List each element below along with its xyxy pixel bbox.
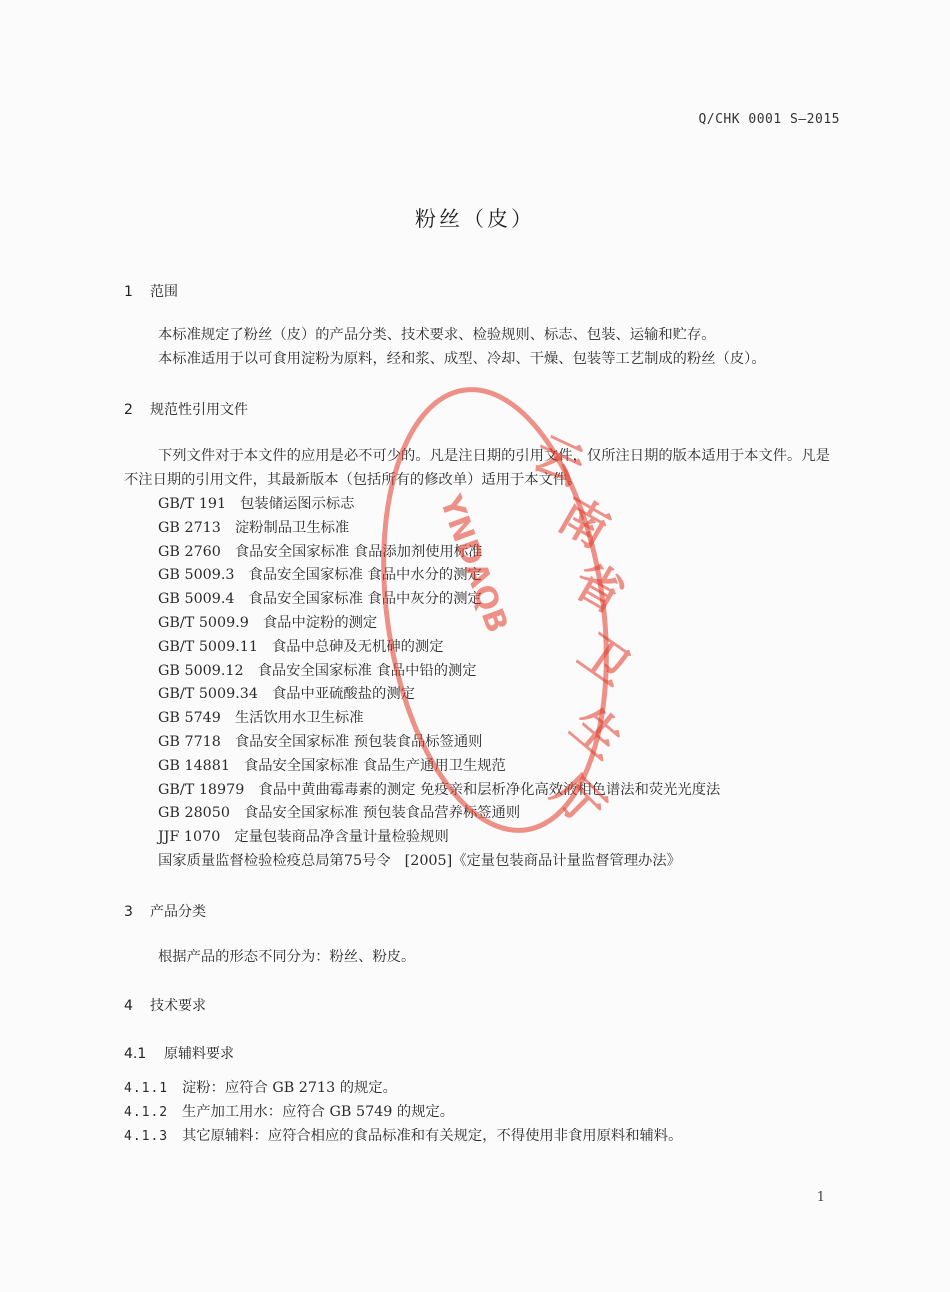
reference-code: GB 5009.3 xyxy=(158,567,235,584)
reference-list xyxy=(158,493,720,874)
clause-number: 4.1.1 xyxy=(124,1081,169,1096)
section-number: 1 xyxy=(124,284,133,300)
reference-code: GB 28050 xyxy=(158,805,230,822)
reference-title: 食品安全国家标准 预包装食品标签通则 xyxy=(234,733,483,750)
reference-code: GB 5009.4 xyxy=(158,591,235,608)
reference-title: 食品中淀粉的测定 xyxy=(262,614,378,631)
classification-paragraph: 根据产品的形态不同分为：粉丝、粉皮。 xyxy=(158,949,416,965)
section-number: 3 xyxy=(124,904,133,920)
svg-text:云: 云 xyxy=(524,425,593,497)
section-1-heading xyxy=(124,281,178,301)
reference-code: 国家质量监督检验检疫总局第75号令 xyxy=(158,852,391,869)
reference-code: GB 5009.12 xyxy=(158,662,244,679)
svg-text:南: 南 xyxy=(549,486,619,560)
section-2-heading xyxy=(124,399,248,419)
section-number: 2 xyxy=(124,402,133,418)
reference-item xyxy=(158,493,720,517)
reference-title: 食品安全国家标准 预包装食品营养标签通则 xyxy=(243,805,521,822)
reference-code: GB/T 18979 xyxy=(158,781,245,798)
reference-item xyxy=(158,612,720,636)
reference-title: 淀粉制品卫生标准 xyxy=(234,519,350,536)
clause-number: 4.1.2 xyxy=(124,1105,169,1120)
reference-item xyxy=(158,636,720,660)
clause-text: 生产加工用水：应符合 GB 5749 的规定。 xyxy=(182,1104,455,1120)
clause-4-1-2 xyxy=(124,1101,454,1121)
reference-code: GB/T 5009.34 xyxy=(158,686,258,703)
reference-title: 食品安全国家标准 食品生产通用卫生规范 xyxy=(243,757,506,774)
section-3-heading xyxy=(124,901,206,921)
reference-title: 食品中黄曲霉毒素的测定 免疫亲和层析净化高效液相色谱法和荧光光度法 xyxy=(258,781,721,798)
clause-4-1-1 xyxy=(124,1077,397,1097)
reference-item xyxy=(158,802,720,826)
svg-text:厅: 厅 xyxy=(541,763,616,838)
reference-title: 食品安全国家标准 食品中水分的测定 xyxy=(248,567,482,584)
reference-item xyxy=(158,660,720,684)
reference-code: GB/T 5009.11 xyxy=(158,638,258,655)
scope-paragraph-1: 本标准规定了粉丝（皮）的产品分类、技术要求、检验规则、标志、包装、运输和贮存。 xyxy=(158,327,716,343)
clause-number: 4.1.3 xyxy=(124,1129,169,1144)
reference-item xyxy=(158,826,720,850)
subsection-title: 原辅料要求 xyxy=(164,1046,234,1062)
reference-item xyxy=(158,683,720,707)
reference-title: 食品中亚硫酸盐的测定 xyxy=(271,686,415,703)
reference-title: 食品安全国家标准 食品添加剂使用标准 xyxy=(234,543,483,560)
normative-references-intro: 下列文件对于本文件的应用是必不可少的。凡是注日期的引用文件，仅所注日期的版本适用于本文件。凡是不注日期的引用文件，其最新版本（包括所有的修改单）适用于本文件。 xyxy=(124,448,830,488)
reference-code: GB 7718 xyxy=(158,733,221,750)
reference-code: GB/T 5009.9 xyxy=(158,614,249,631)
section-title: 技术要求 xyxy=(150,998,206,1014)
reference-title: 定量包装商品净含量计量检验规则 xyxy=(234,829,449,846)
section-title: 规范性引用文件 xyxy=(150,402,248,418)
reference-code: JJF 1070 xyxy=(158,829,221,846)
svg-text:卫: 卫 xyxy=(568,623,640,698)
reference-code: GB 2713 xyxy=(158,519,221,536)
document-title: 粉丝（皮） xyxy=(415,207,535,231)
reference-code: GB/T 191 xyxy=(158,496,227,512)
clause-text: 其它原辅料：应符合相应的食品标准和有关规定，不得使用非食用原料和辅料。 xyxy=(182,1128,683,1144)
page-number: 1 xyxy=(816,1190,825,1205)
reference-title: 包装储运图示标志 xyxy=(240,496,355,512)
reference-item xyxy=(158,517,720,541)
reference-code: GB 2760 xyxy=(158,543,221,560)
svg-text:YNDAQB: YNDAQB xyxy=(432,490,515,638)
reference-item xyxy=(158,779,720,803)
document-code: Q/CHK 0001 S—2015 xyxy=(698,112,840,127)
section-number: 4 xyxy=(124,998,133,1014)
reference-item xyxy=(158,564,720,588)
reference-title: 生活饮用水卫生标准 xyxy=(234,710,364,727)
svg-text:省: 省 xyxy=(564,551,634,625)
reference-title: 食品中总砷及无机砷的测定 xyxy=(271,638,444,655)
reference-code: GB 5749 xyxy=(158,710,221,727)
scope-paragraph-2: 本标准适用于以可食用淀粉为原料，经和浆、成型、冷却、干燥、包装等工艺制成的粉丝（皮）。 xyxy=(158,351,766,367)
reference-title: [2005]《定量包装商品计量监督管理办法》 xyxy=(404,852,681,869)
clause-4-1-3 xyxy=(124,1125,682,1145)
reference-item xyxy=(158,707,720,731)
section-4-heading xyxy=(124,995,206,1015)
clause-text: 淀粉：应符合 GB 2713 的规定。 xyxy=(182,1080,397,1096)
reference-item xyxy=(158,541,720,565)
svg-text:生: 生 xyxy=(560,696,634,771)
reference-item xyxy=(158,850,720,874)
section-title: 范围 xyxy=(150,284,178,300)
reference-item xyxy=(158,731,720,755)
reference-item xyxy=(158,588,720,612)
section-title: 产品分类 xyxy=(150,904,206,920)
reference-title: 食品安全国家标准 食品中铅的测定 xyxy=(257,662,477,679)
subsection-number: 4.1 xyxy=(124,1046,147,1062)
reference-code: GB 14881 xyxy=(158,757,230,774)
reference-title: 食品安全国家标准 食品中灰分的测定 xyxy=(248,591,482,608)
subsection-4-1-heading xyxy=(124,1043,234,1063)
reference-item xyxy=(158,755,720,779)
